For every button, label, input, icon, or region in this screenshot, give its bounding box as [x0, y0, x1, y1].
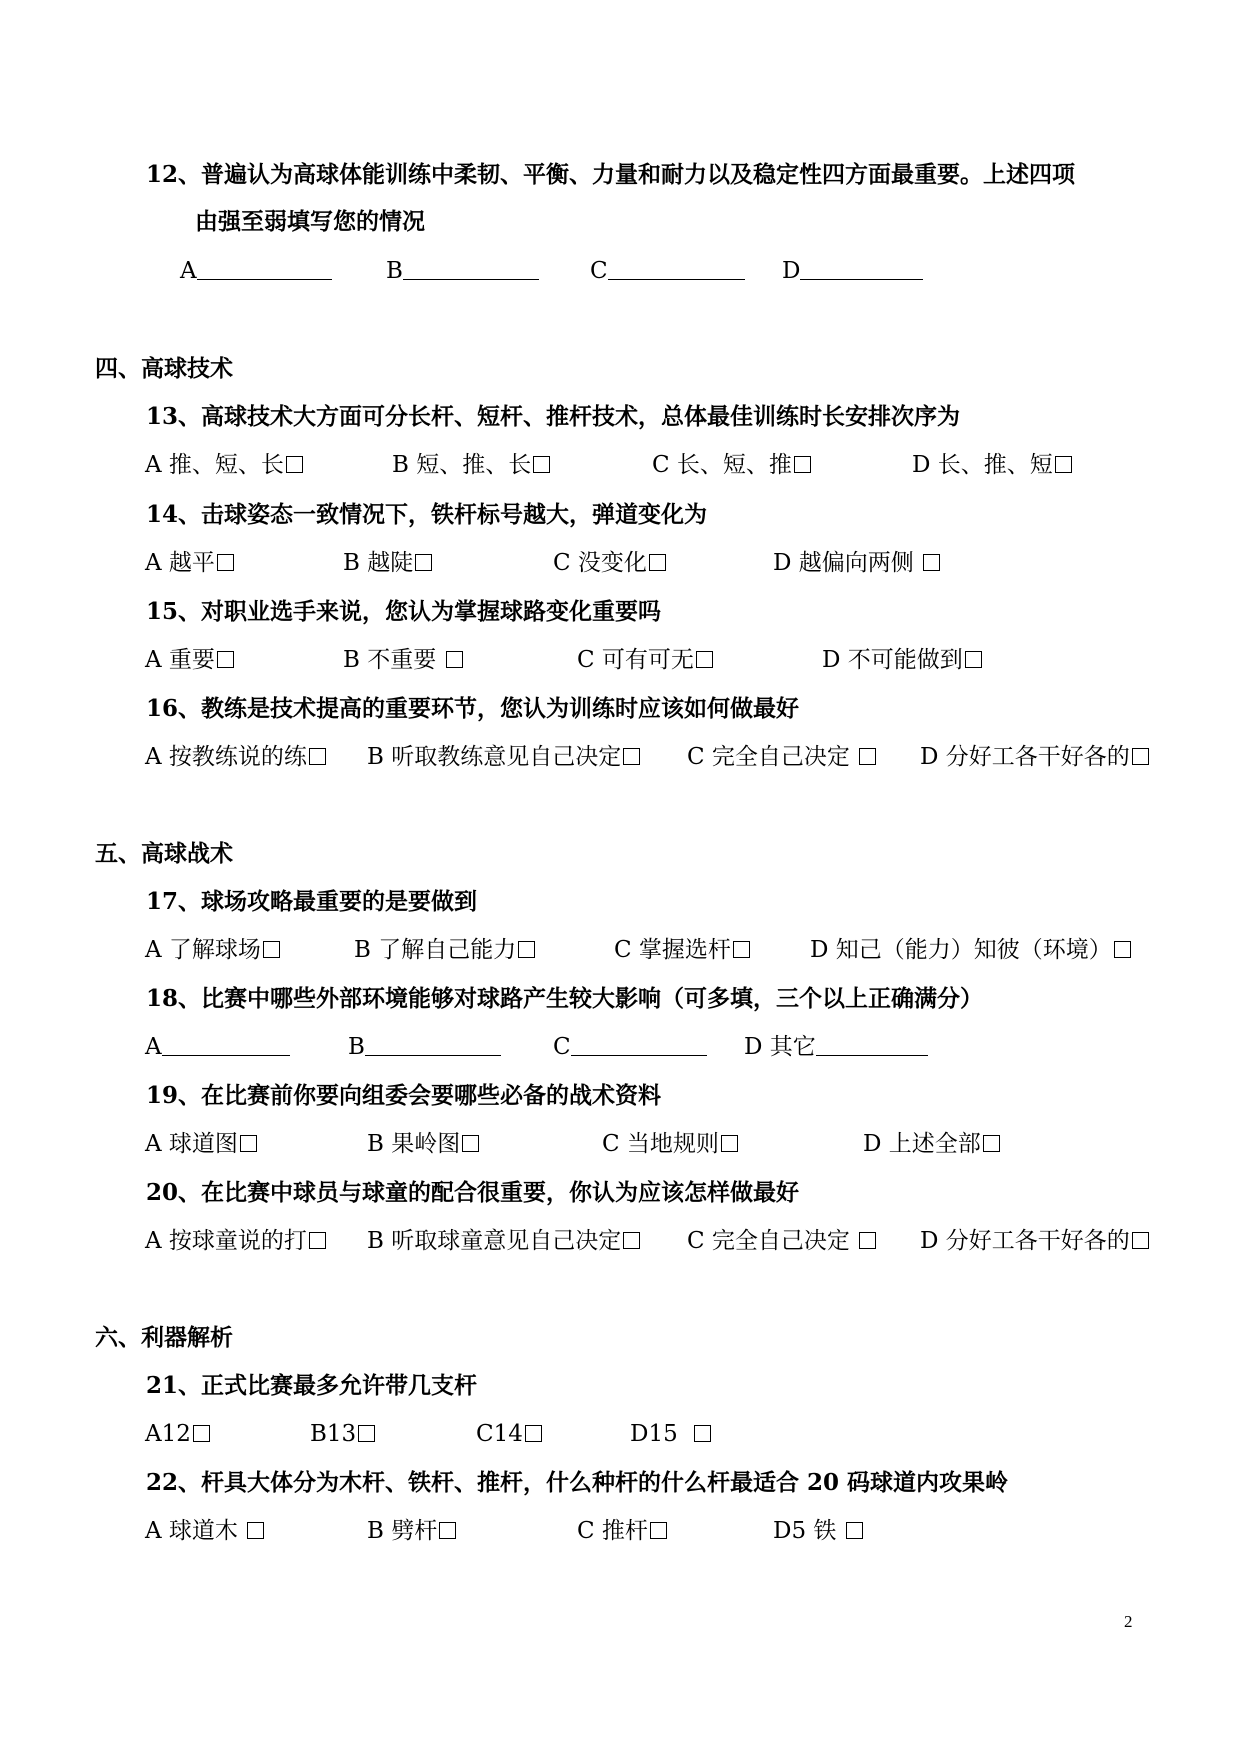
checkbox[interactable] [649, 554, 666, 571]
q20-question: 20、在比赛中球员与球童的配合很重要，你认为应该怎样做最好 [146, 1179, 800, 1206]
checkbox[interactable] [623, 1232, 640, 1249]
checkbox[interactable] [240, 1135, 257, 1152]
q19-option-d: D 上述全部 [863, 1129, 1000, 1159]
checkbox[interactable] [794, 456, 811, 473]
q18-blank-b[interactable] [365, 1033, 501, 1056]
q13-option-d: D 长、推、短 [912, 450, 1072, 480]
checkbox[interactable] [309, 1232, 326, 1249]
q22-option-c: C 推杆 [577, 1516, 667, 1546]
q13-option-a: A 推、短、长 [145, 450, 303, 480]
q20-option-a: A 按球童说的打 [145, 1226, 326, 1256]
section-heading-equipment: 六、利器解析 [95, 1324, 233, 1351]
q18-blank-a[interactable] [162, 1033, 290, 1056]
checkbox[interactable] [533, 456, 550, 473]
q14-option-d: D 越偏向两侧 [773, 548, 940, 578]
q18-option-c: C [553, 1032, 707, 1062]
q15-question: 15、对职业选手来说，您认为掌握球路变化重要吗 [146, 598, 662, 625]
checkbox[interactable] [263, 941, 280, 958]
q22-option-b: B 劈杆 [367, 1516, 456, 1546]
q20-option-d: D 分好工各干好各的 [920, 1226, 1149, 1256]
q13-option-b: B 短、推、长 [392, 450, 550, 480]
checkbox[interactable] [859, 748, 876, 765]
q17-question: 17、球场攻略最重要的是要做到 [146, 888, 478, 915]
q14-option-b: B 越陡 [343, 548, 432, 578]
checkbox[interactable] [358, 1425, 375, 1442]
q15-option-c: C 可有可无 [577, 645, 713, 675]
q15-option-d: D 不可能做到 [822, 645, 982, 675]
section-heading-tactics: 五、高球战术 [95, 840, 233, 867]
checkbox[interactable] [721, 1135, 738, 1152]
page-number: 2 [1124, 1612, 1133, 1631]
checkbox[interactable] [309, 748, 326, 765]
q17-option-c: C 掌握选杆 [614, 935, 750, 965]
q12-question-line2: 由强至弱填写您的情况 [195, 208, 425, 235]
q12-option-c: C [590, 256, 745, 286]
checkbox[interactable] [623, 748, 640, 765]
checkbox[interactable] [462, 1135, 479, 1152]
q15-option-b: B 不重要 [343, 645, 463, 675]
q12-blank-b[interactable] [403, 257, 539, 280]
q18-blank-c[interactable] [571, 1033, 707, 1056]
q17-option-b: B 了解自己能力 [354, 935, 535, 965]
checkbox[interactable] [1055, 456, 1072, 473]
checkbox[interactable] [1132, 1232, 1149, 1249]
q21-option-c: C14 [476, 1419, 542, 1449]
q19-option-c: C 当地规则 [602, 1129, 738, 1159]
checkbox[interactable] [923, 554, 940, 571]
q21-option-b: B13 [310, 1419, 375, 1449]
q22-question: 22、杆具大体分为木杆、铁杆、推杆，什么种杆的什么杆最适合 20 码球道内攻果岭 [146, 1469, 1009, 1496]
q20-option-c: C 完全自己决定 [687, 1226, 876, 1256]
q18-blank-d[interactable] [816, 1033, 928, 1056]
checkbox[interactable] [650, 1522, 667, 1539]
q21-option-d: D15 [630, 1419, 711, 1449]
checkbox[interactable] [286, 456, 303, 473]
q12-question-line1: 12、普遍认为高球体能训练中柔韧、平衡、力量和耐力以及稳定性四方面最重要。上述四项 [146, 161, 1076, 188]
q17-option-d: D 知己（能力）知彼（环境） [810, 935, 1131, 965]
checkbox[interactable] [696, 651, 713, 668]
q12-option-b: B [386, 256, 539, 286]
q18-option-b: B [348, 1032, 501, 1062]
q16-option-a: A 按教练说的练 [145, 742, 326, 772]
q19-question: 19、在比赛前你要向组委会要哪些必备的战术资料 [146, 1082, 662, 1109]
q19-option-a: A 球道图 [145, 1129, 257, 1159]
checkbox[interactable] [733, 941, 750, 958]
checkbox[interactable] [1132, 748, 1149, 765]
q19-option-b: B 果岭图 [367, 1129, 479, 1159]
checkbox[interactable] [439, 1522, 456, 1539]
q18-question: 18、比赛中哪些外部环境能够对球路产生较大影响（可多填，三个以上正确满分） [146, 985, 984, 1012]
checkbox[interactable] [846, 1522, 863, 1539]
q14-option-c: C 没变化 [553, 548, 666, 578]
q21-option-a: A12 [145, 1419, 210, 1449]
checkbox[interactable] [694, 1425, 711, 1442]
section-heading-technique: 四、高球技术 [95, 355, 233, 382]
q20-option-b: B 听取球童意见自己决定 [367, 1226, 640, 1256]
q12-blank-a[interactable] [197, 257, 332, 280]
q13-option-c: C 长、短、推 [652, 450, 811, 480]
q14-question: 14、击球姿态一致情况下，铁杆标号越大，弹道变化为 [146, 501, 708, 528]
q21-question: 21、正式比赛最多允许带几支杆 [146, 1372, 478, 1399]
checkbox[interactable] [217, 651, 234, 668]
checkbox[interactable] [217, 554, 234, 571]
checkbox[interactable] [525, 1425, 542, 1442]
q16-option-d: D 分好工各干好各的 [920, 742, 1149, 772]
checkbox[interactable] [415, 554, 432, 571]
q12-option-d: D [782, 256, 923, 286]
q12-option-a: A [180, 256, 332, 286]
q16-option-b: B 听取教练意见自己决定 [367, 742, 640, 772]
checkbox[interactable] [518, 941, 535, 958]
checkbox[interactable] [247, 1522, 264, 1539]
q13-question: 13、高球技术大方面可分长杆、短杆、推杆技术，总体最佳训练时长安排次序为 [146, 403, 961, 430]
checkbox[interactable] [1114, 941, 1131, 958]
q16-question: 16、教练是技术提高的重要环节，您认为训练时应该如何做最好 [146, 695, 800, 722]
checkbox[interactable] [965, 651, 982, 668]
q18-option-a: A [145, 1032, 290, 1062]
checkbox[interactable] [983, 1135, 1000, 1152]
q22-option-a: A 球道木 [145, 1516, 264, 1546]
q15-option-a: A 重要 [145, 645, 234, 675]
checkbox[interactable] [859, 1232, 876, 1249]
q14-option-a: A 越平 [145, 548, 234, 578]
q12-blank-d[interactable] [800, 257, 923, 280]
q12-blank-c[interactable] [608, 257, 745, 280]
q22-option-d: D5 铁 [773, 1516, 863, 1546]
checkbox[interactable] [193, 1425, 210, 1442]
q16-option-c: C 完全自己决定 [687, 742, 876, 772]
q18-option-d: D 其它 [744, 1032, 928, 1062]
q17-option-a: A 了解球场 [145, 935, 280, 965]
checkbox[interactable] [446, 651, 463, 668]
